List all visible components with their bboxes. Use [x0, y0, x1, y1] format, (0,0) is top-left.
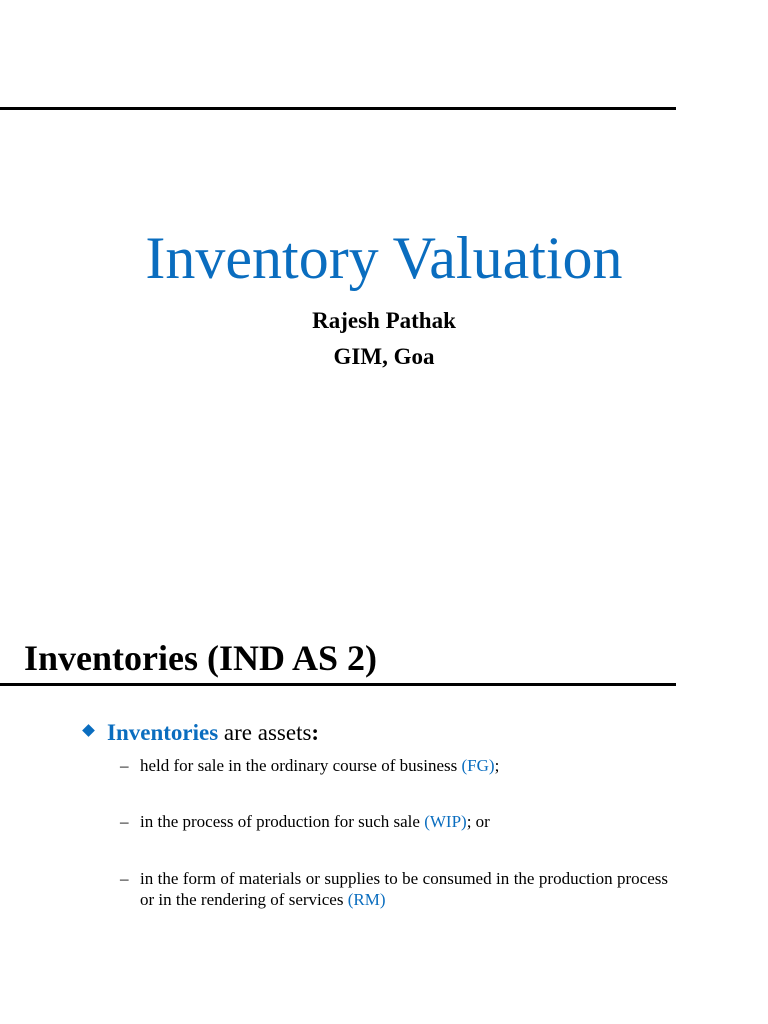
sub-item-rm — [120, 868, 668, 910]
bullet-item — [80, 718, 319, 748]
sub-item-code: (FG) — [461, 756, 495, 775]
institution-name: GIM, Goa — [333, 344, 435, 369]
sub-item-fg — [120, 755, 668, 776]
dash-marker: – — [120, 869, 129, 888]
author-name: Rajesh Pathak — [312, 308, 456, 333]
presentation-title: Inventory Valuation — [145, 225, 623, 291]
sub-item-code: (RM) — [347, 890, 386, 909]
header-rule — [0, 107, 676, 110]
sub-item-tail: ; or — [466, 812, 490, 831]
sub-item-text: held for sale in the ordinary course of business — [140, 756, 458, 775]
sub-item-text: in the process of production for such sale — [140, 812, 420, 831]
dash-marker: – — [120, 812, 129, 831]
bullet-term: Inventories — [107, 720, 219, 745]
sub-item-tail: ; — [494, 756, 500, 775]
sub-item-text: in the form of materials or supplies to be consumed in the production process or in the rendering of services — [140, 869, 668, 909]
content-slide — [0, 580, 768, 1024]
sub-item-code: (WIP) — [424, 812, 467, 831]
bullet-text: are assets — [223, 720, 312, 745]
sub-item-wip — [120, 811, 668, 832]
title-rule — [0, 683, 676, 686]
dash-marker: – — [120, 756, 129, 775]
bullet-colon: : — [311, 720, 320, 745]
diamond-bullet-icon — [82, 724, 95, 737]
slide-title: Inventories (IND AS 2) — [24, 638, 378, 678]
